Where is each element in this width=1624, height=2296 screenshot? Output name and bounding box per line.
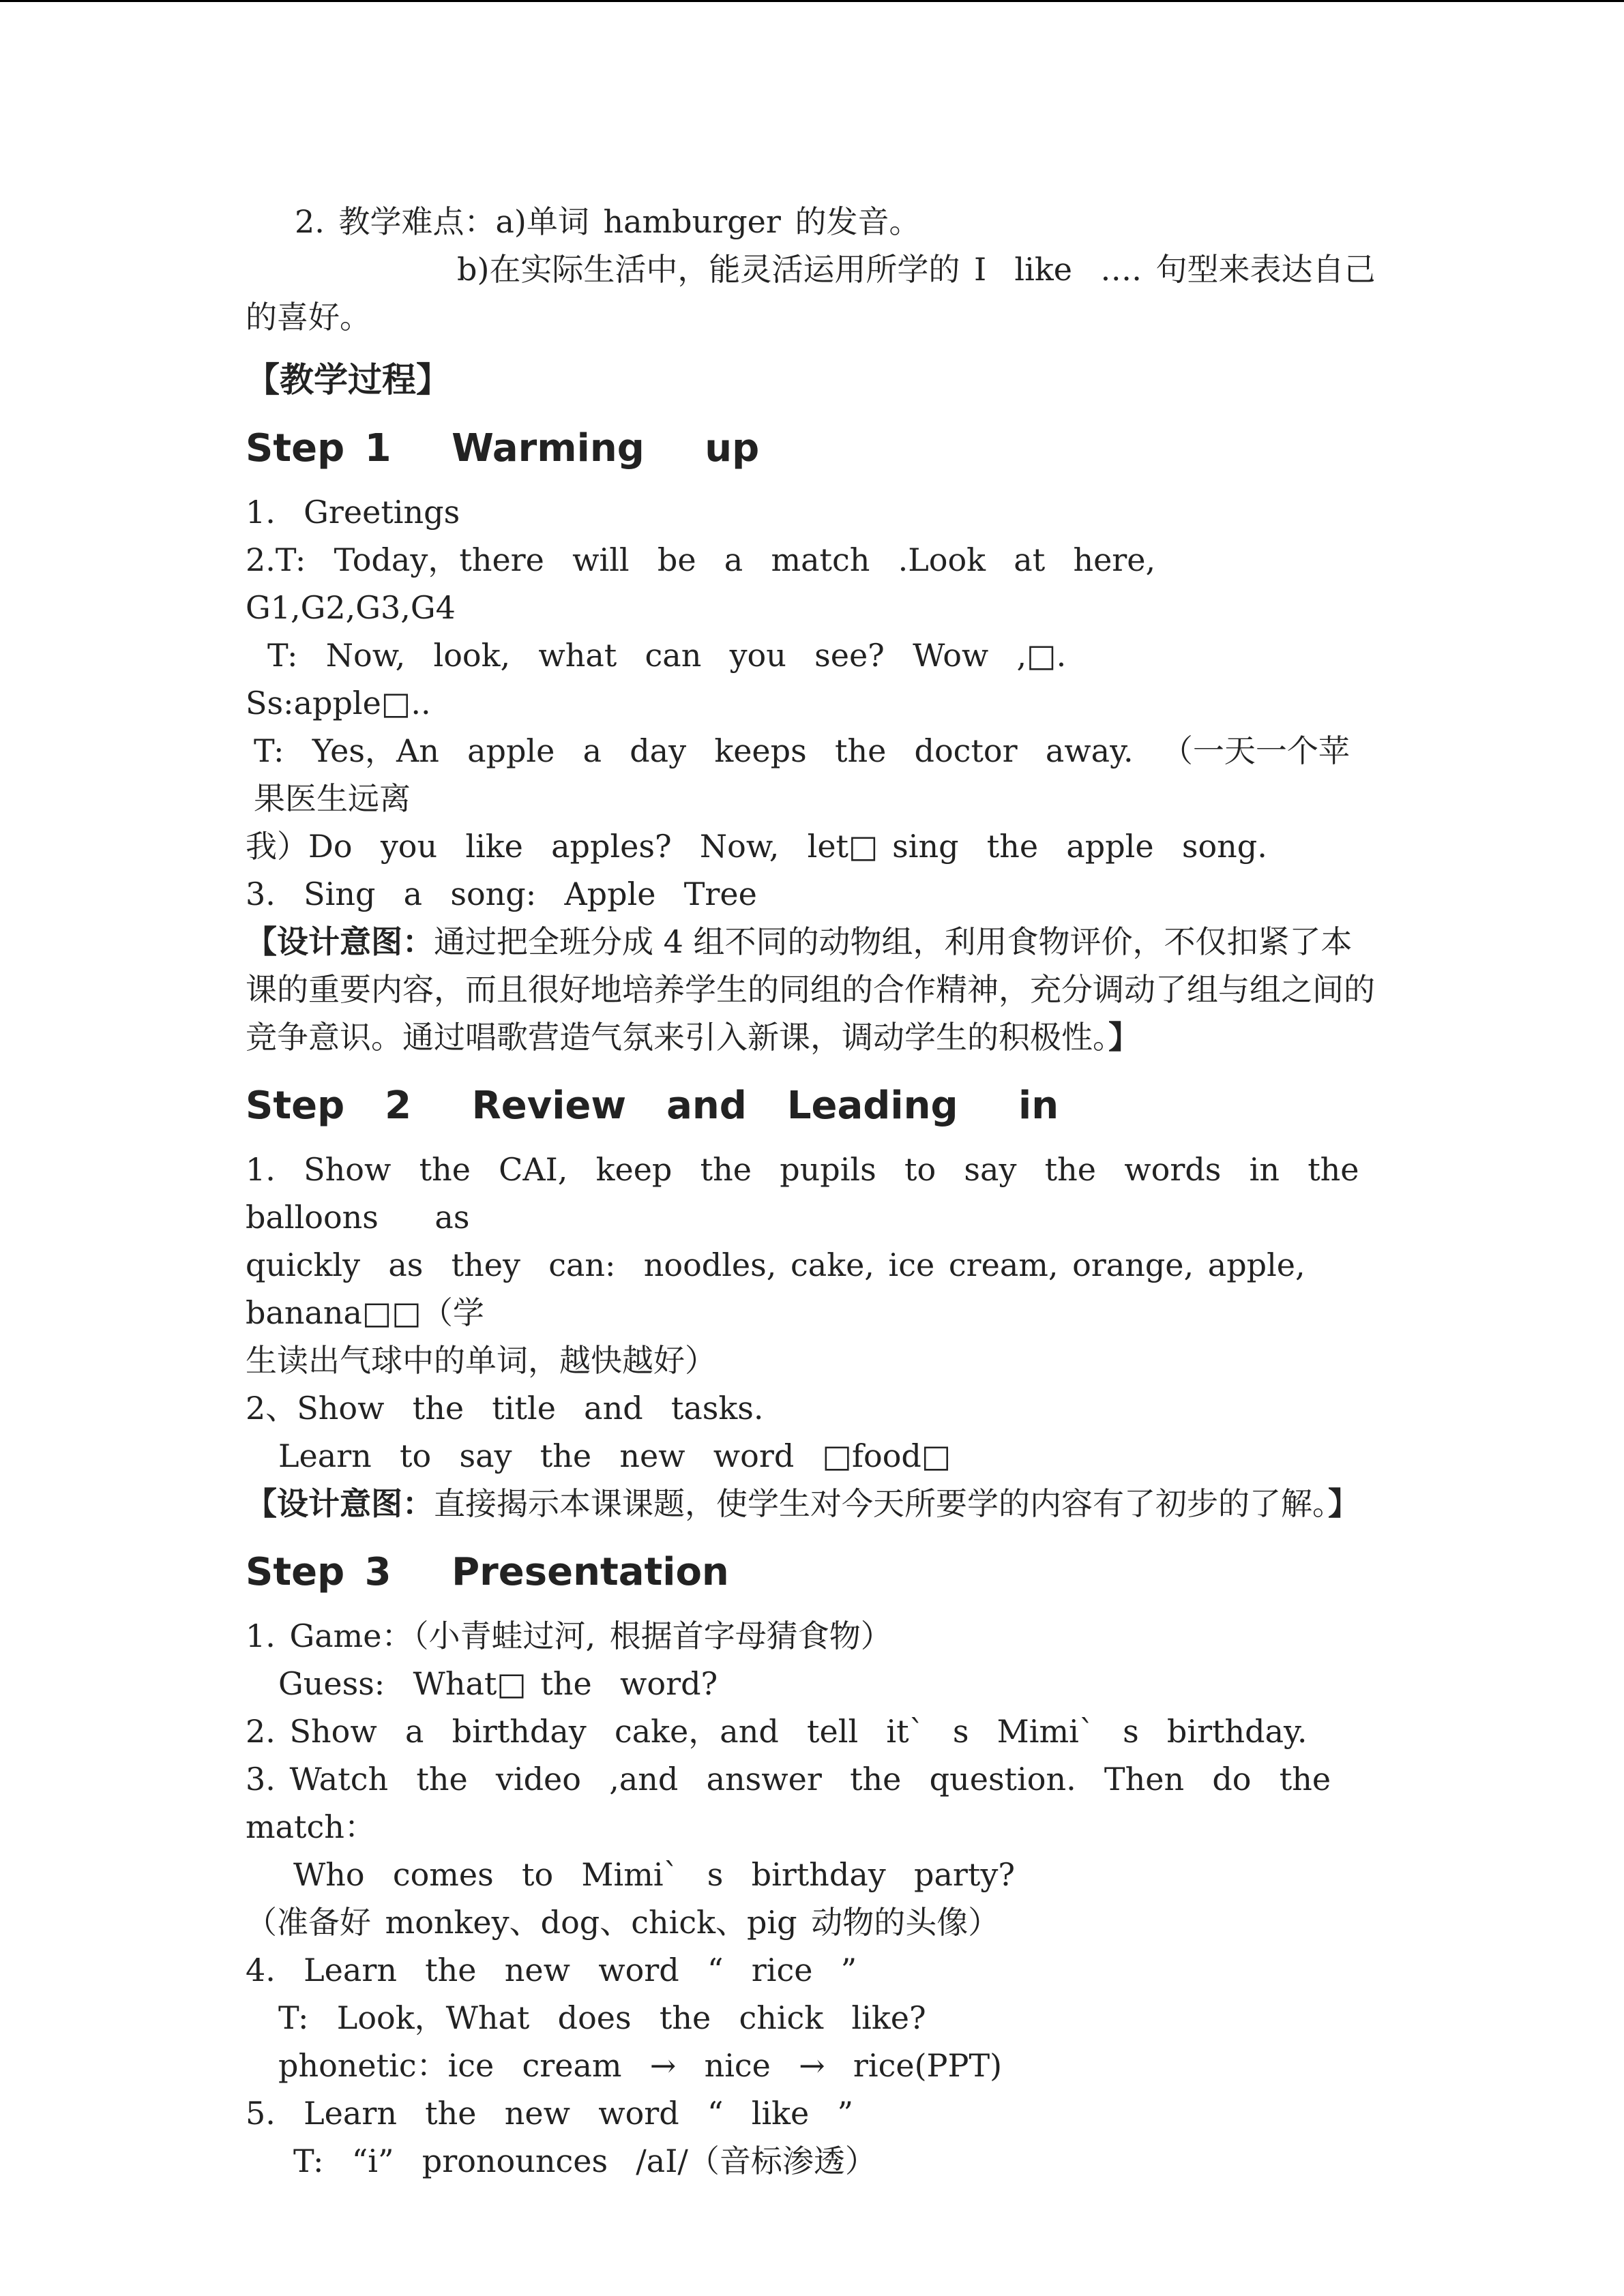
step2-line-2: quickly as they can: noodles, cake, ice cream, orange, apple, banana□□（学 xyxy=(246,1247,1320,1331)
step1-title: Step 1 Warming up xyxy=(246,426,760,471)
step1-line-5: T: Yes，An apple a day keeps the doctor away. （一天一个苹果医生远离 xyxy=(254,732,1350,817)
step3-line-2: Guess: What□ the word? xyxy=(278,1665,718,1702)
step2-line-4: 2、Show the title and tasks. xyxy=(246,1390,764,1427)
page-top-border xyxy=(0,0,1624,2)
step2-line-1: 1. Show the CAI, keep the pupils to say the words in the balloons as xyxy=(246,1151,1387,1236)
step3-line-3: 2. Show a birthday cake，and tell it` s Mimi` s birthday. xyxy=(246,1713,1308,1750)
step2-title: Step 2 Review and Leading in xyxy=(246,1084,1059,1128)
step2-design-intent xyxy=(246,1480,1378,1527)
step2-intent-label: 【设计意图： xyxy=(246,1485,434,1522)
difficulty-line-2: b)在实际生活中，能灵活运用所学的 I like …. 句型来表达自己 xyxy=(457,251,1376,288)
difficulty-line-3: 的喜好。 xyxy=(246,299,371,336)
step3-line-10: 5. Learn the new word “ like ” xyxy=(246,2095,854,2132)
step1-line-1: 1. Greetings xyxy=(246,494,460,531)
step1-line-6: 我）Do you like apples? Now, let□ sing the apple song. xyxy=(246,828,1267,865)
step1-design-intent xyxy=(246,918,1378,1061)
step3-line-1: 1. Game：（小青蛙过河, 根据首字母猜食物） xyxy=(246,1617,892,1654)
step2-line-3: 生读出气球中的单词，越快越好） xyxy=(246,1342,716,1379)
step3-line-11: T: “i” pronounces /aI/（音标渗透） xyxy=(293,2143,876,2179)
step3-title: Step 3 Presentation xyxy=(246,1550,729,1594)
step3-line-9: phonetic：ice cream → nice → rice(PPT) xyxy=(278,2047,1003,2084)
document-page xyxy=(246,198,1387,2185)
step3-line-4: 3. Watch the video ,and answer the question. Then do the match： xyxy=(246,1761,1359,1845)
step3-line-8: T: Look，What does the chick like? xyxy=(278,1999,926,2036)
step1-line-7: 3. Sing a song: Apple Tree xyxy=(246,876,757,912)
step1-line-3: T: Now, look, what can you see? Wow ,□. xyxy=(267,637,1067,674)
step2-line-5: Learn to say the new word □food□ xyxy=(278,1437,951,1474)
step3-line-5: Who comes to Mimi` s birthday party? xyxy=(293,1856,1016,1893)
section-title-teaching-process: 【教学过程】 xyxy=(246,360,450,400)
step1-line-4: Ss:apple□.. xyxy=(246,685,431,721)
step1-intent-text: 通过把全班分成 4 组不同的动物组，利用食物评价，不仅扣紧了本课的重要内容，而且很好地培养学生的同组的合作精神，充分调动了组与组之间的竞争意识。通过唱歌营造气氛来引入新课，调动学生的积极性。 xyxy=(246,923,1375,1056)
step1-intent-label: 【设计意图： xyxy=(246,923,434,960)
step2-intent-close: 】 xyxy=(1328,1485,1359,1522)
step2-intent-text: 直接揭示本课课题，使学生对今天所要学的内容有了初步的了解。 xyxy=(434,1485,1328,1522)
step1-intent-close: 】 xyxy=(1108,1019,1140,1056)
step3-line-6: （准备好 monkey、dog、chick、pig 动物的头像） xyxy=(246,1904,1000,1941)
difficulty-line-1: 2. 教学难点：a)单词 hamburger 的发音。 xyxy=(295,203,921,240)
step1-line-2: 2.T: Today，there will be a match .Look at here, G1,G2,G3,G4 xyxy=(246,541,1184,626)
step3-line-7: 4. Learn the new word “ rice ” xyxy=(246,1952,857,1988)
